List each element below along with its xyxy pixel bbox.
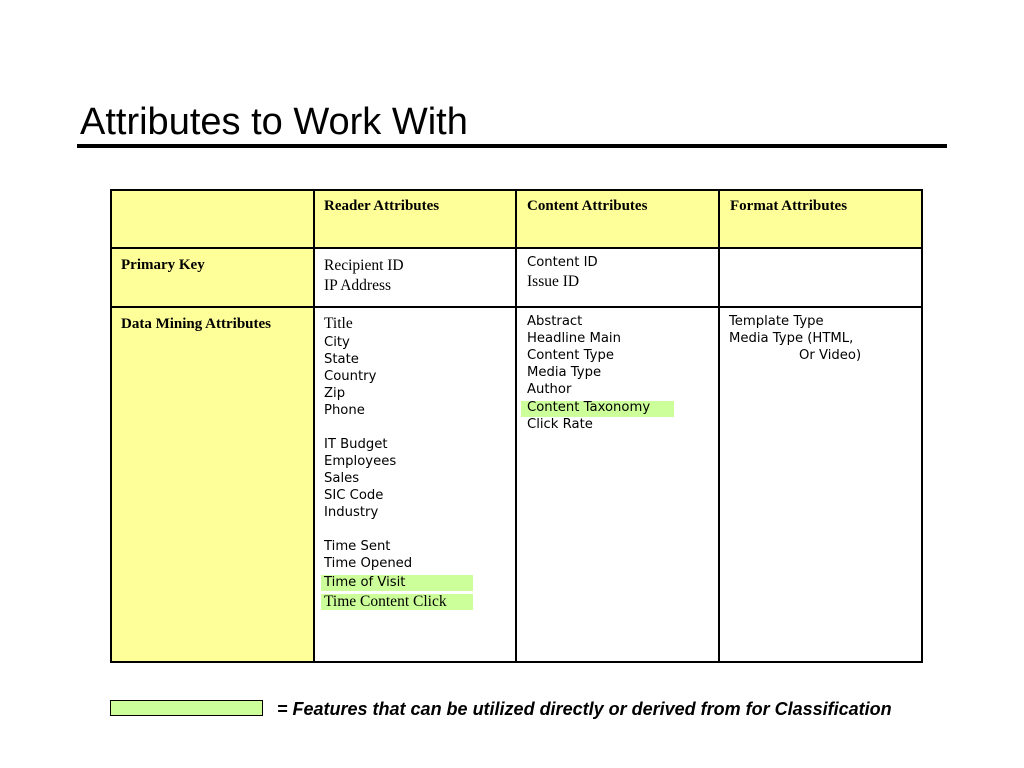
list-item: Zip [324, 386, 346, 401]
legend-highlight-swatch [110, 700, 263, 716]
list-item: Abstract [527, 314, 583, 329]
legend-text: = Features that can be utilized directly or derived from for Classification [277, 699, 892, 719]
list-item: Headline Main [527, 331, 621, 346]
row-label-data-mining-attributes: Data Mining Attributes [121, 316, 271, 332]
list-item: SIC Code [324, 488, 384, 503]
table-col-divider-3 [718, 189, 720, 663]
content-click-rate: Click Rate [527, 417, 593, 432]
list-item: Sales [324, 471, 360, 486]
format-media-type-continued: Or Video) [799, 348, 862, 363]
slide-title: Attributes to Work With [80, 101, 468, 143]
reader-time-of-visit: Time of Visit [324, 575, 406, 590]
list-item: Recipient ID [324, 257, 404, 274]
list-item: Time Opened [324, 556, 413, 571]
list-item: Content Type [527, 348, 614, 363]
list-item: Employees [324, 454, 397, 469]
header-format-attributes: Format Attributes [730, 198, 848, 214]
list-item: Industry [324, 505, 379, 520]
primary-key-reader-list [324, 256, 404, 296]
row-label-primary-key: Primary Key [121, 257, 205, 273]
list-spacer [324, 521, 412, 538]
table-col-divider-1 [313, 189, 315, 663]
list-item: State [324, 352, 359, 367]
format-media-type: Media Type (HTML, [729, 331, 854, 346]
header-content-attributes: Content Attributes [527, 198, 648, 214]
list-item: Phone [324, 403, 365, 418]
table-col-divider-2 [515, 189, 517, 663]
list-item: City [324, 335, 350, 350]
header-reader-attributes: Reader Attributes [324, 198, 440, 214]
primary-key-issue-id: Issue ID [527, 273, 580, 290]
list-item: IP Address [324, 277, 392, 294]
list-item: IT Budget [324, 437, 388, 452]
list-item: Country [324, 369, 377, 384]
title-underline [77, 144, 947, 148]
reader-title-attribute: Title [324, 315, 353, 332]
reader-attributes-list [324, 334, 412, 572]
list-item: Author [527, 382, 572, 397]
content-attributes-list [527, 313, 621, 398]
list-item: Time Sent [324, 539, 391, 554]
label-column-background [111, 248, 314, 662]
list-spacer [324, 419, 412, 436]
table-border-right [921, 189, 923, 663]
format-template-type: Template Type [729, 314, 824, 329]
primary-key-content-id: Content ID [527, 255, 598, 270]
reader-time-content-click: Time Content Click [324, 593, 447, 610]
table-border-left [110, 189, 112, 663]
content-taxonomy: Content Taxonomy [527, 400, 651, 415]
list-item: Media Type [527, 365, 602, 380]
